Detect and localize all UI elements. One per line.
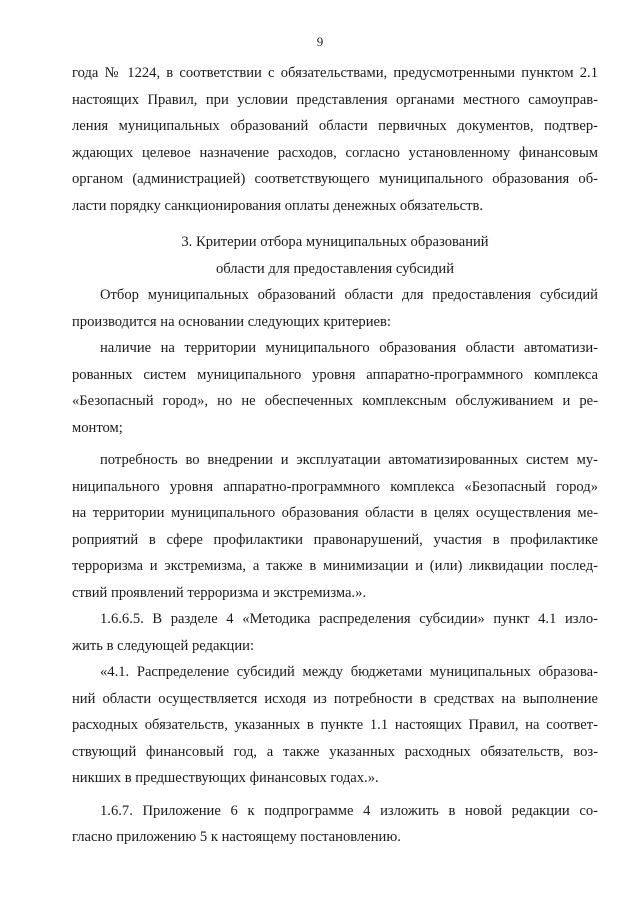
text-line: потребность во внедрении и эксплуатации автоматизированных систем му- [100,452,598,468]
text-line: 1.6.6.5. В разделе 4 «Методика распределения субсидии» пункт 4.1 изло- [100,611,598,627]
text-line: никших в предшествующих финансовых годах.». [72,770,379,786]
text-line: жить в следующей редакции: [72,637,255,654]
text-line: органом (администрацией) соответствующего муниципального образования об- [72,171,598,187]
paragraph-clause-41 [72,659,598,792]
section-title-line-2: области для предоставления субсидий [215,260,455,277]
text-line: гласно приложению 5 к настоящему постановлению. [72,829,401,845]
text-line: монтом; [72,419,123,436]
text-line: ласти порядку санкционирования оплаты денежных обязательств. [72,197,484,214]
text-line: ниципального уровня аппаратно-программного комплекса «Безопасный город» [72,478,598,495]
text-line: расходных обязательств, указанных в пункте 1.1 настоящих Правил, на соответ- [72,717,598,733]
paragraph-amendment-1665 [72,606,598,659]
text-line: ждающих целевое назначение расходов, согласно установленному финансовым [72,144,598,161]
page-number: 9 [316,34,324,49]
text-line: Отбор муниципальных образований области для предоставления субсидий [100,287,598,303]
text-line: ствий проявлений терроризма и экстремизма.». [72,584,367,601]
text-line: настоящих Правил, при условии представления органами местного самоупрaв- [72,91,598,108]
text-line: рованных систем муниципального уровня аппаратно-программного комплекса [72,366,598,383]
text-line: «4.1. Распределение субсидий между бюджетами муниципальных образова- [100,664,598,680]
text-line: наличие на территории муниципального образования области автоматизи- [100,340,598,356]
text-line: терроризма и экстремизма, а также в минимизации и (или) ликвидации послед- [72,558,598,574]
text-line: роприятий в сфере профилактики правонарушений, участия в профилактике [72,531,598,548]
text-line: ления муниципальных образований области первичных документов, подтвер- [72,118,598,134]
paragraph-criterion-1 [72,335,598,441]
section-title-line-1: 3. Критерии отбора муниципальных образований [181,234,489,250]
paragraph-subsidy-conditions [72,60,598,219]
paragraph-amendment-167 [72,798,598,851]
section-heading [72,229,598,282]
paragraph-selection-intro [72,282,598,335]
text-line: года № 1224, в соответствии с обязательствами, предусмотренными пунктом 2.1 [72,65,598,81]
text-line: ний области осуществляется исходя из потребности в средствах на выполнение [72,690,598,707]
text-line: на территории муниципального образования области в целях осуществления ме- [72,505,598,521]
text-line: 1.6.7. Приложение 6 к подпрограмме 4 изложить в новой редакции со- [100,802,598,819]
paragraph-criterion-2 [72,447,598,606]
text-line: «Безопасный город», но не обеспеченных комплексным обслуживанием и ре- [72,393,598,409]
text-line: ствующий финансовый год, а также указанных расходных обязательств, воз- [72,743,598,760]
text-line: производится на основании следующих критериев: [72,313,391,330]
document-body [72,60,598,851]
